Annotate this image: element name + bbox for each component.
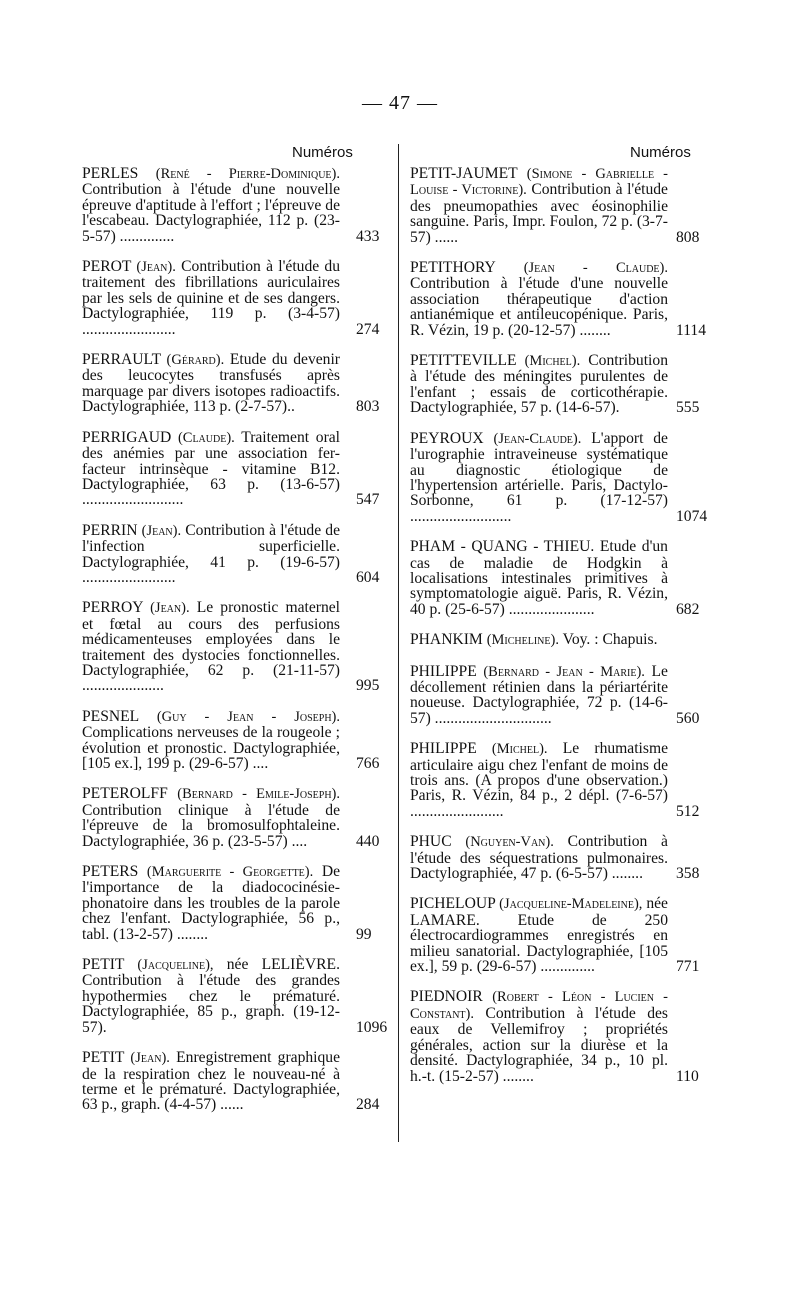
- entry-number: 604: [356, 568, 380, 586]
- bibliography-entry: [82, 863, 372, 943]
- entry-number: 1114: [676, 321, 707, 339]
- entry-number: 995: [356, 677, 380, 695]
- entry-given-names: (Simone - Gabrielle - Louise - Victorine).: [410, 166, 668, 199]
- entry-description: Contribution à l'étude d'une nouvelle épreuve d'aptitude à l'effort ; l'épreuve de l'escabeau. Dactylographiée, 112 p. (23-5-57) ..............: [82, 181, 340, 245]
- entry-given-names: (Michel).: [524, 353, 581, 370]
- entry-given-names: (Jean).: [130, 1050, 170, 1067]
- entry-author: PICHELOUP: [410, 895, 496, 913]
- entry-given-names: (Guy - Jean - Joseph).: [156, 708, 340, 725]
- entry-given-names: (Jean).: [141, 522, 182, 539]
- entry-number: 433: [356, 227, 380, 245]
- entry-author: PETIT: [82, 956, 125, 974]
- left-column: [82, 144, 388, 1128]
- entry-description: Contribution à l'étude des eaux de Vellemifroy ; propriétés générales, action sur la diurèse et la densité. Dactylographiée, 34 p., 10 pl. h.-t. (15-2-57) ........: [410, 1004, 668, 1085]
- entry-number: 803: [356, 398, 380, 416]
- entry-author: PHUC: [410, 833, 452, 851]
- entry-number: 99: [356, 925, 372, 943]
- entry-text: [82, 864, 340, 942]
- bibliography-entry: [410, 352, 700, 417]
- entry-author: PETITTEVILLE: [410, 352, 517, 370]
- entry-given-names: (Marguerite - Georgette).: [146, 864, 314, 881]
- entry-number: 358: [676, 865, 700, 883]
- entry-text: [410, 741, 668, 819]
- entry-text: [82, 523, 340, 586]
- entry-number: 547: [356, 491, 380, 509]
- entry-description: De l'importance de la diadococinésie-phonatoire dans les troubles de la parole chez l'enfant. Dactylographiée, 56 p., tabl. (13-2-57) ........: [82, 863, 340, 943]
- entry-text: [410, 431, 668, 524]
- entry-text: [410, 260, 668, 338]
- entry-number: 808: [676, 228, 700, 246]
- entry-given-names: (Nguyen-Van).: [465, 834, 554, 851]
- entry-text: [410, 353, 668, 416]
- right-column-header: [410, 144, 710, 166]
- entry-author: PERRIGAUD: [82, 428, 172, 446]
- bibliography-entry: [410, 740, 700, 820]
- left-column-header: [82, 144, 382, 166]
- entry-given-names: (Jean - Claude).: [523, 260, 668, 277]
- entry-author: PERRAULT: [82, 351, 161, 369]
- entry-author: PETITHORY: [410, 259, 496, 277]
- bibliography-entry: [410, 662, 700, 727]
- entry-text: [82, 786, 340, 849]
- entry-given-names: (Michel).: [491, 741, 548, 758]
- entry-author: PHILIPPE: [410, 662, 477, 680]
- entry-given-names: (René - Pierre-Dominique).: [155, 166, 340, 182]
- page-number: — 47 —: [362, 92, 438, 114]
- entry-author: PETIT-JAUMET: [410, 165, 518, 182]
- entry-text: [82, 352, 340, 415]
- entry-description: Contribution à l'étude du traitement des fibrillations auriculaires par les sels de quinine et de ses dangers. Dactylographiée, 119 p. (3-4-57) ........................: [82, 258, 341, 338]
- entry-given-names: (Robert - Léon - Lucien - Constant).: [410, 989, 668, 1022]
- entry-description: Etude du devenir des leucocytes transfusés après marquage par divers isotopes radioactifs. Dactylographiée, 113 p. (2-7-57)..: [82, 351, 340, 416]
- entry-description: Le décollement rétinien dans la périartérite noueuse. Dactylographiée, 72 p. (14-6-57) ..............................: [410, 662, 668, 727]
- entry-text: [410, 166, 668, 245]
- entry-text: [82, 957, 340, 1035]
- entry-text: [82, 430, 340, 508]
- entry-given-names: (Bernard - Jean - Marie).: [483, 663, 645, 680]
- entry-author: PERROY: [82, 599, 143, 617]
- entry-description: Traitement oral des anémies par une association fer-facteur intrinsèque - vitamine B12. Dactylographiée, 63 p. (13-6-57) ..........................: [82, 428, 341, 509]
- bibliography-entry: [82, 428, 380, 509]
- entry-number: 771: [676, 958, 700, 976]
- entry-number: 512: [676, 802, 700, 820]
- entry-given-names: (Jean).: [150, 600, 190, 617]
- entry-given-names: (Claude).: [177, 429, 235, 446]
- bibliography-entry: [82, 956, 388, 1036]
- entry-description: Voy. : Chapuis.: [562, 631, 658, 649]
- entry-number: 274: [356, 320, 380, 338]
- bibliography-entry: [82, 258, 380, 338]
- entry-author: PEROT: [82, 258, 132, 276]
- bibliography-entry: [82, 351, 380, 416]
- bibliography-entry: [410, 833, 700, 883]
- entry-author: PERLES: [82, 165, 139, 182]
- entry-number: 284: [356, 1096, 380, 1114]
- bibliography-entry: [410, 259, 707, 339]
- entry-description: Contribution à l'étude de l'infection superficielle. Dactylographiée, 41 p. (19-6-57) ........................: [82, 521, 340, 586]
- entry-given-names: (Gérard).: [166, 352, 225, 369]
- entry-text: [82, 600, 340, 693]
- entry-description: Complications nerveuses de la rougeole ; évolution et pronostic. Dactylographiée, [105 ex.], 199 p. (29-6-57) ....: [82, 724, 340, 772]
- bibliography-entry: [410, 165, 700, 246]
- entry-text: [410, 664, 668, 727]
- entry-author: PETERS: [82, 863, 139, 881]
- entry-given-names: (Micheline).: [486, 632, 559, 649]
- bibliography-entry: [82, 165, 380, 245]
- entry-number: 560: [676, 709, 700, 727]
- entry-given-names: (Bernard - Emile-Joseph).: [177, 786, 340, 803]
- entry-description: L'apport de l'urographie intraveineuse systématique au diagnostic étiologique de l'hypertension artérielle. Paris, Dactylo-Sorbonne, 61 p. (17-12-57) ..........................: [410, 429, 668, 525]
- entry-text: [82, 1050, 340, 1113]
- bibliography-entry: [82, 707, 380, 772]
- entry-number: 110: [676, 1067, 699, 1085]
- entry-author: PEYROUX: [410, 429, 484, 447]
- bibliography-entry: [410, 632, 668, 648]
- entry-description: Contribution à l'étude des séquestrations pulmonaires. Dactylographiée, 47 p. (6-5-57) ........: [410, 833, 668, 883]
- entry-given-names: (Jean-Claude).: [493, 430, 582, 447]
- entry-description: Enregistrement graphique de la respiration chez le nouveau-né à terme et le prématuré. Dactylographiée, 63 p., graph. (4-4-57) ......: [82, 1049, 341, 1114]
- bibliography-entry: [82, 599, 380, 695]
- entry-text: [410, 539, 668, 617]
- entry-description: née LAMARE. Etude de 250 électrocardiogrammes enregistrés en milieu sanatorial. Dactylographiée, [105 ex.], 59 p. (29-6-57) ..............: [410, 895, 668, 976]
- column-divider: [398, 144, 399, 1142]
- entry-number: 766: [356, 755, 380, 772]
- entry-description: Etude d'un cas de maladie de Hodgkin à localisations intestinales primitives à symptomatologie aiguë. Paris, R. Vézin, 40 p. (25-6-57) ......................: [410, 538, 668, 618]
- right-column: [410, 144, 710, 1099]
- entry-description: Contribution clinique à l'étude de l'épreuve de la bromosulfophtaleine. Dactylographiée, 36 p. (23-5-57) ....: [82, 801, 340, 850]
- numeros-label: Numéros: [292, 144, 353, 161]
- entry-number: 682: [676, 600, 700, 618]
- entry-number: 440: [356, 832, 380, 850]
- entry-description: Contribution à l'étude des pneumopathies avec éosinophilie sanguine. Paris, Impr. Foulon, 72 p. (3-7-57) ......: [410, 181, 668, 246]
- bibliography-entry: [410, 429, 708, 525]
- bibliography-entry: [82, 1049, 380, 1114]
- entry-text: [410, 896, 668, 974]
- entry-description: Contribution à l'étude des méningites purulentes de l'enfant ; essais de corticothérapie. Dactylographiée, 57 p. (14-6-57).: [410, 352, 668, 417]
- right-entries: [410, 166, 710, 1084]
- entry-author: PETIT: [82, 1049, 125, 1067]
- bibliography-entry: [410, 895, 700, 976]
- entry-description: Le rhumatisme articulaire aigu chez l'enfant de moins de trois ans. (A propos d'une observation.) Paris, R. Vézin, 84 p., 2 dépl. (7-6-57) ........................: [410, 740, 669, 820]
- entry-given-names: (Jacqueline-Madeleine),: [499, 896, 643, 913]
- entry-author: PIEDNOIR: [410, 988, 483, 1006]
- entry-given-names: (Jacqueline),: [137, 957, 214, 974]
- entry-text: [82, 166, 340, 244]
- bibliography-entry: [82, 785, 380, 850]
- entry-author: PHANKIM: [410, 631, 483, 649]
- numeros-label: Numéros: [630, 144, 691, 161]
- entry-number: 1074: [676, 507, 708, 525]
- entry-number: 1096: [356, 1018, 388, 1036]
- entry-text: [410, 632, 668, 648]
- entry-given-names: (Jean).: [136, 259, 176, 276]
- entry-author: PHILIPPE: [410, 740, 477, 758]
- bibliography-entry: [410, 988, 699, 1085]
- entry-number: 555: [676, 399, 700, 417]
- entry-description: Le pronostic maternel et fœtal au cours des perfusions médicamenteuses employées dans le traitement des dystocies fonctionnelles. Dactylographiée, 62 p. (21-11-57) .....................: [82, 599, 341, 695]
- entry-author: PHAM - QUANG - THIEU.: [410, 538, 595, 556]
- entry-description: née LELIÈVRE. Contribution à l'étude des grandes hypothermies chez le prématuré. Dactylographiée, 85 p., graph. (19-12-57).: [82, 956, 340, 1036]
- entry-author: PERRIN: [82, 521, 138, 539]
- entry-author: PESNEL: [82, 707, 139, 725]
- bibliography-entry: [410, 538, 700, 618]
- entry-text: [82, 259, 340, 337]
- entry-text: [410, 834, 668, 881]
- entry-text: [82, 709, 340, 772]
- entry-author: PETEROLFF: [82, 785, 168, 803]
- entry-description: Contribution à l'étude d'une nouvelle association thérapeutique d'action antianémique et antileucopénique. Paris, R. Vézin, 19 p. (20-12-57) ........: [410, 275, 668, 339]
- bibliography-entry: [82, 521, 380, 586]
- entry-text: [410, 989, 668, 1083]
- left-entries: [82, 165, 388, 1114]
